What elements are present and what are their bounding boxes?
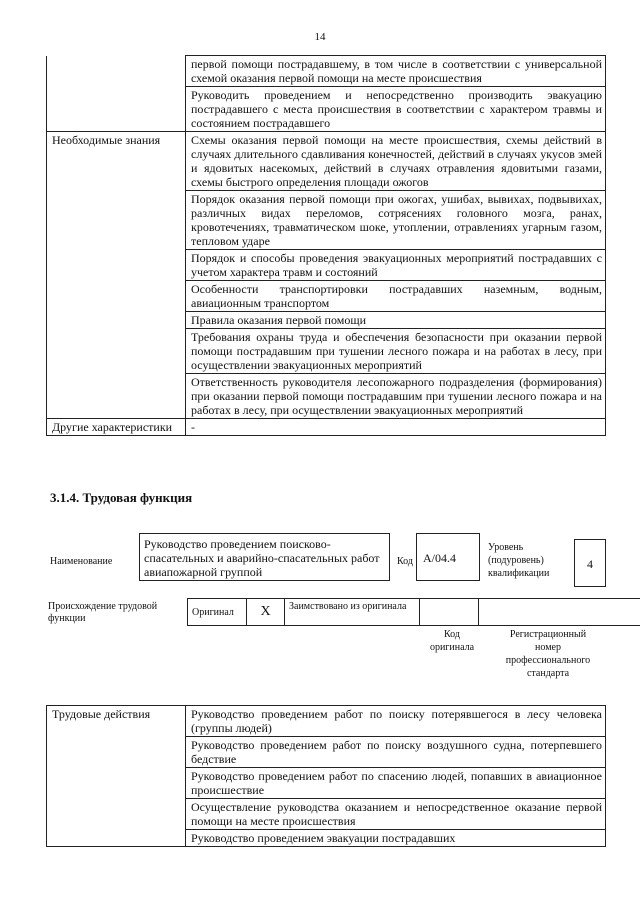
level-label: Уровень (подуровень) квалификации	[488, 542, 550, 579]
origin-row	[187, 598, 640, 626]
level-value: 4	[587, 557, 593, 571]
table-row	[47, 87, 606, 132]
table-row	[47, 191, 606, 250]
original-mark: X	[246, 598, 285, 626]
labor-actions-label: Трудовые действия	[47, 706, 186, 847]
function-name-box	[139, 533, 390, 581]
code-original-cell	[419, 598, 479, 626]
row-text: Руководство проведением работ по поиску потерявшегося в лесу человека (группы людей)	[186, 706, 606, 737]
table-row	[47, 706, 606, 737]
function-name: Руководство проведением поисково-спасательных и аварийно-спасательных работ авиапожарной группой	[144, 537, 380, 579]
row-text: Особенности транспортировки пострадавших наземным, водным, авиационным транспортом	[186, 281, 606, 312]
code-box	[416, 533, 480, 581]
name-label: Наименование	[50, 556, 113, 567]
row-text: -	[186, 419, 606, 436]
row-text: Ответственность руководителя лесопожарного подразделения (формирования) при оказании первой помощи пострадавшим при тушении лесного пожара и на работах в лесу, при осуществлении эвакуационных мероприятий	[186, 374, 606, 419]
row-label	[47, 312, 186, 329]
table-row	[47, 312, 606, 329]
table-row	[47, 374, 606, 419]
row-text: Руководство проведением эвакуации пострадавших	[186, 830, 606, 847]
row-label	[47, 250, 186, 281]
row-text: Требования охраны труда и обеспечения безопасности при оказании первой помощи пострадавшим при тушении лесного пожара и на работах в лесу, при осуществлении эвакуационных мероприятий	[186, 329, 606, 374]
origin-label: Происхождение трудовой функции	[48, 601, 158, 624]
reg-number-cell	[478, 598, 640, 626]
row-label	[47, 374, 186, 419]
row-text: Правила оказания первой помощи	[186, 312, 606, 329]
section-heading: 3.1.4. Трудовая функция	[50, 490, 193, 505]
table-row	[47, 132, 606, 191]
row-text: Осуществление руководства оказанием и непосредственное оказание первой помощи на месте происшествия	[186, 799, 606, 830]
code-value: A/04.4	[423, 551, 456, 565]
code-original-caption: Код оригинала	[429, 629, 475, 653]
row-label	[47, 281, 186, 312]
original-label: Оригинал	[192, 607, 234, 618]
row-text: Руководить проведением и непосредственно производить эвакуацию пострадавшего с места происшествия в соответствии с характером травмы и состоянием пострадавшего	[186, 87, 606, 132]
level-box	[574, 539, 606, 587]
row-text: Схемы оказания первой помощи на месте происшествия, схемы действий в случаях длительного сдавливания конечностей, действий в случаях укусов змей и ядовитых насекомых, действий в случаях отравления ядовитыми газами, схемы быстрого определения площади ожогов	[186, 132, 606, 191]
labor-actions-table	[46, 705, 606, 847]
row-label	[47, 329, 186, 374]
borrowed-label: Заимствовано из оригинала	[284, 598, 420, 626]
row-label	[47, 191, 186, 250]
row-text: Порядок и способы проведения эвакуационных мероприятий пострадавших с учетом характера травм и состояний	[186, 250, 606, 281]
row-label	[47, 87, 186, 132]
row-text: Руководство проведением работ по спасению людей, попавших в авиационное происшествие	[186, 768, 606, 799]
table-row	[47, 56, 606, 87]
knowledge-table	[46, 55, 606, 436]
table-row	[47, 281, 606, 312]
table-row	[47, 329, 606, 374]
page-number: 14	[314, 31, 326, 43]
original-cell	[187, 598, 247, 626]
table-row	[47, 250, 606, 281]
row-text: первой помощи пострадавшему, в том числе в соответствии с универсальной схемой оказания первой помощи на месте происшествия	[186, 56, 606, 87]
row-label: Необходимые знания	[47, 132, 186, 191]
row-label: Другие характеристики	[47, 419, 186, 436]
code-label: Код	[397, 556, 413, 567]
row-text: Порядок оказания первой помощи при ожогах, ушибах, вывихах, подвывихах, различных видах переломов, сотрясениях головного мозга, ранах, кровотечениях, травматическом шоке, утоплении, отравлениях угарным газом, тепловом ударе	[186, 191, 606, 250]
table-row	[47, 419, 606, 436]
row-label	[47, 56, 186, 87]
reg-number-caption: Регистрационный номер профессионального стандарта	[505, 629, 591, 679]
row-text: Руководство проведением работ по поиску воздушного судна, потерпевшего бедствие	[186, 737, 606, 768]
